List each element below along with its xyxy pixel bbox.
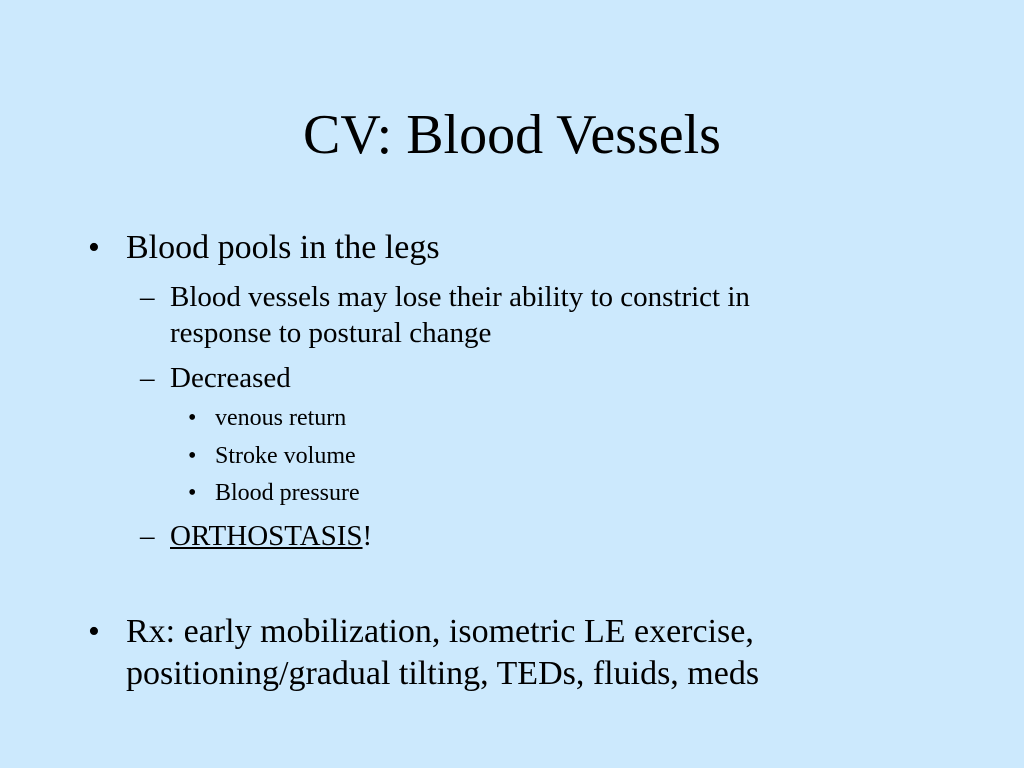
- bullet-icon: •: [88, 229, 100, 266]
- bullet-rx-cont: [126, 653, 759, 694]
- subitem-text: Decreased: [170, 362, 291, 394]
- bullet-text-line-2: positioning/gradual tilting, TEDs, fluids, meds: [126, 655, 760, 692]
- subitem-constrict-cont: [170, 315, 491, 351]
- orthostasis-text: [170, 518, 372, 554]
- bullet-text-line-1: Rx: early mobilization, isometric LE exercise,: [126, 613, 754, 650]
- dash-icon: –: [140, 520, 155, 552]
- dot-icon: •: [188, 443, 197, 469]
- slide-title: CV: Blood Vessels: [303, 104, 721, 166]
- subsubitem-text: Stroke volume: [215, 443, 356, 469]
- dot-icon: •: [188, 480, 197, 506]
- dash-icon: –: [140, 362, 155, 394]
- bullet-text: Blood pools in the legs: [126, 229, 440, 266]
- subitem-line-1: Blood vessels may lose their ability to constrict in: [170, 281, 750, 313]
- subitem-line-2: response to postural change: [170, 317, 492, 349]
- orthostasis-underlined: ORTHOSTASIS: [170, 520, 363, 552]
- subsubitem-text: Blood pressure: [215, 480, 360, 506]
- bullet-icon: •: [88, 613, 100, 650]
- dash-icon: –: [140, 281, 155, 313]
- subsubitem-text: venous return: [215, 405, 347, 431]
- orthostasis-suffix: !: [362, 520, 373, 552]
- dot-icon: •: [188, 405, 197, 431]
